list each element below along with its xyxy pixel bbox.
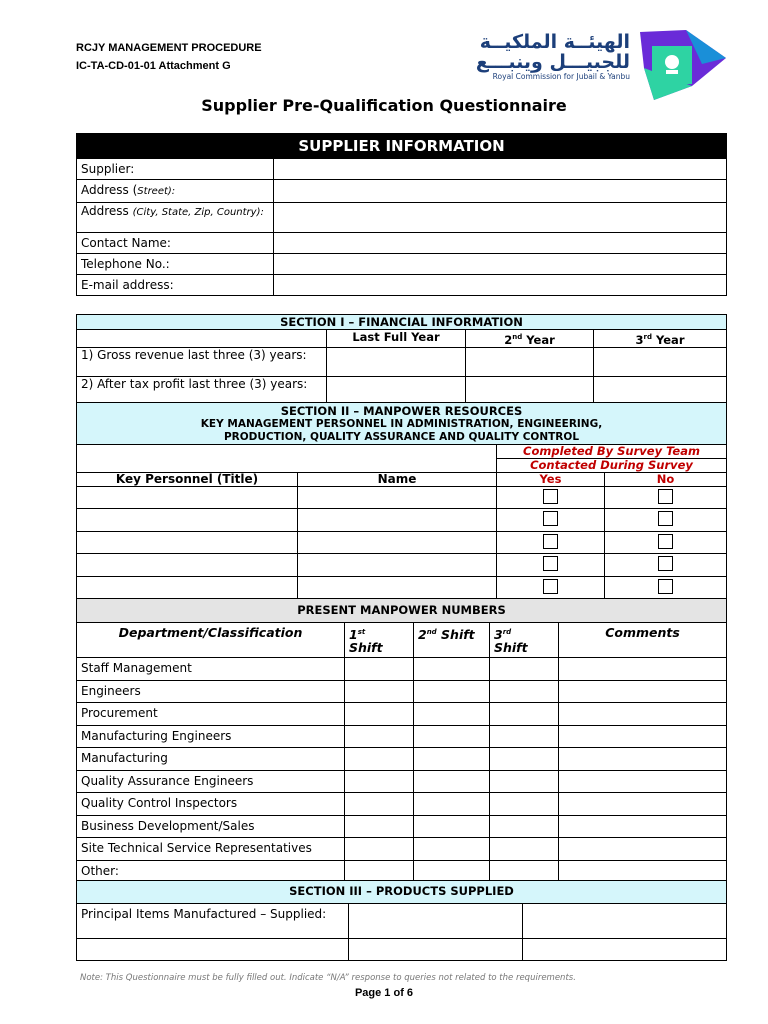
no-checkbox[interactable] (658, 511, 673, 526)
comments-field[interactable] (559, 793, 727, 816)
first-shift-field[interactable] (345, 680, 414, 703)
gross-revenue-last-year[interactable] (327, 347, 466, 376)
key-personnel-title-field[interactable] (77, 577, 298, 599)
key-personnel-name-field[interactable] (298, 509, 497, 532)
financial-header-blank (77, 330, 327, 348)
col-yes: Yes (497, 473, 605, 487)
contact-name-label: Contact Name: (77, 233, 274, 254)
third-shift-field[interactable] (490, 815, 559, 838)
department-label: Manufacturing Engineers (77, 725, 345, 748)
first-shift-field[interactable] (345, 725, 414, 748)
page-number: Page 1 of 6 (354, 987, 414, 999)
table-row (77, 577, 727, 599)
present-manpower-heading: PRESENT MANPOWER NUMBERS (77, 599, 727, 623)
col-no: No (605, 473, 727, 487)
comments-field[interactable] (559, 770, 727, 793)
comments-field[interactable] (559, 838, 727, 861)
key-personnel-name-field[interactable] (298, 577, 497, 599)
comments-field[interactable] (559, 725, 727, 748)
col-third-shift: 3rd Shift (490, 623, 559, 658)
department-label: Procurement (77, 703, 345, 726)
third-shift-field[interactable] (490, 680, 559, 703)
second-shift-field[interactable] (414, 703, 490, 726)
comments-field[interactable] (559, 658, 727, 681)
col-second-year: 2nd Year (466, 330, 594, 348)
manpower-resources-table (76, 402, 727, 599)
key-personnel-name-field[interactable] (298, 554, 497, 577)
principal-items-field-2[interactable] (523, 904, 727, 939)
department-label: Quality Assurance Engineers (77, 770, 345, 793)
section3-heading: SECTION III – PRODUCTS SUPPLIED (77, 881, 727, 904)
col-key-personnel: Key Personnel (Title) (77, 473, 298, 487)
department-label: Site Technical Service Representatives (77, 838, 345, 861)
after-tax-profit-third-year[interactable] (594, 376, 727, 405)
after-tax-profit-second-year[interactable] (466, 376, 594, 405)
address-street-label: Address (Street): (77, 180, 274, 203)
second-shift-field[interactable] (414, 725, 490, 748)
completed-by-survey-team: Completed By Survey Team (497, 445, 727, 459)
logo-emblem-icon (640, 30, 726, 100)
comments-field[interactable] (559, 680, 727, 703)
table-row (77, 793, 727, 816)
first-shift-field[interactable] (345, 838, 414, 861)
key-personnel-name-field[interactable] (298, 487, 497, 509)
procedure-label: RCJY MANAGEMENT PROCEDURE (76, 42, 262, 54)
department-label: Staff Management (77, 658, 345, 681)
table-row (77, 815, 727, 838)
telephone-label: Telephone No.: (77, 254, 274, 275)
yes-checkbox[interactable] (543, 534, 558, 549)
principal-items-field-1[interactable] (349, 904, 523, 939)
yes-checkbox[interactable] (543, 579, 558, 594)
key-personnel-title-field[interactable] (77, 532, 298, 554)
third-shift-field[interactable] (490, 770, 559, 793)
second-shift-field[interactable] (414, 770, 490, 793)
survey-blank-cell (77, 445, 497, 473)
no-checkbox[interactable] (658, 489, 673, 504)
contacted-during-survey: Contacted During Survey (497, 459, 727, 473)
contact-name-field[interactable] (274, 233, 727, 254)
table-row (77, 554, 727, 577)
first-shift-field[interactable] (345, 658, 414, 681)
col-last-full-year: Last Full Year (327, 330, 466, 348)
first-shift-field[interactable] (345, 748, 414, 771)
document-id: IC-TA-CD-01-01 Attachment G (76, 60, 231, 72)
email-field[interactable] (274, 275, 727, 296)
key-personnel-name-field[interactable] (298, 532, 497, 554)
key-personnel-title-field[interactable] (77, 554, 298, 577)
second-shift-field[interactable] (414, 658, 490, 681)
present-manpower-table (76, 598, 727, 883)
principal-items-extra-3[interactable] (523, 939, 727, 961)
table-row (77, 487, 727, 509)
third-shift-field[interactable] (490, 748, 559, 771)
department-label: Manufacturing (77, 748, 345, 771)
logo-arabic-line2: للجبيـــل وينبـــع (475, 51, 630, 73)
yes-checkbox[interactable] (543, 556, 558, 571)
gross-revenue-label: 1) Gross revenue last three (3) years: (77, 347, 327, 376)
address-city-field[interactable] (274, 203, 727, 233)
email-label: E-mail address: (77, 275, 274, 296)
key-personnel-title-field[interactable] (77, 487, 298, 509)
supplier-field[interactable] (274, 159, 727, 180)
department-label: Engineers (77, 680, 345, 703)
section2-title: SECTION II – MANPOWER RESOURCES (280, 404, 523, 418)
key-personnel-title-field[interactable] (77, 509, 298, 532)
page-title: Supplier Pre-Qualification Questionnaire (201, 96, 567, 115)
col-comments: Comments (559, 623, 727, 658)
supplier-information-table (76, 133, 727, 296)
department-label: Quality Control Inspectors (77, 793, 345, 816)
principal-items-label: Principal Items Manufactured – Supplied: (77, 904, 349, 939)
yes-checkbox[interactable] (543, 511, 558, 526)
table-row (77, 658, 727, 681)
products-supplied-table (76, 880, 727, 961)
royal-commission-logo (440, 28, 730, 100)
table-row (77, 770, 727, 793)
third-shift-field[interactable] (490, 793, 559, 816)
comments-field[interactable] (559, 748, 727, 771)
after-tax-profit-label: 2) After tax profit last three (3) years: (77, 376, 327, 405)
col-name: Name (298, 473, 497, 487)
table-row (77, 838, 727, 861)
no-checkbox[interactable] (658, 579, 673, 594)
first-shift-field[interactable] (345, 815, 414, 838)
section2-subheading-line2: PRODUCTION, QUALITY ASSURANCE AND QUALITY CONTROL (223, 431, 580, 443)
department-label: Business Development/Sales (77, 815, 345, 838)
first-shift-field[interactable] (345, 793, 414, 816)
supplier-info-heading: SUPPLIER INFORMATION (77, 134, 727, 159)
gross-revenue-third-year[interactable] (594, 347, 727, 376)
second-shift-field[interactable] (414, 680, 490, 703)
principal-items-extra-1[interactable] (77, 939, 349, 961)
second-shift-field[interactable] (414, 793, 490, 816)
table-row (77, 532, 727, 554)
third-shift-field[interactable] (490, 838, 559, 861)
first-shift-field[interactable] (345, 770, 414, 793)
after-tax-profit-last-year[interactable] (327, 376, 466, 405)
first-shift-field[interactable] (345, 703, 414, 726)
second-shift-field[interactable] (414, 815, 490, 838)
third-shift-field[interactable] (490, 725, 559, 748)
section2-subheading-line1: KEY MANAGEMENT PERSONNEL IN ADMINISTRATION, ENGINEERING, (200, 418, 603, 430)
section1-heading: SECTION I – FINANCIAL INFORMATION (77, 315, 727, 330)
third-shift-field[interactable] (490, 658, 559, 681)
comments-field[interactable] (559, 815, 727, 838)
gross-revenue-second-year[interactable] (466, 347, 594, 376)
no-checkbox[interactable] (658, 534, 673, 549)
col-third-year: 3rd Year (594, 330, 727, 348)
second-shift-field[interactable] (414, 838, 490, 861)
section2-heading (77, 403, 727, 445)
address-city-label: Address (City, State, Zip, Country): (77, 203, 274, 233)
principal-items-extra-2[interactable] (349, 939, 523, 961)
table-row (77, 703, 727, 726)
col-department: Department/Classification (77, 623, 345, 658)
table-row (77, 509, 727, 532)
third-shift-field[interactable] (490, 703, 559, 726)
comments-field[interactable] (559, 703, 727, 726)
address-street-field[interactable] (274, 180, 727, 203)
table-row (77, 748, 727, 771)
supplier-label: Supplier: (77, 159, 274, 180)
table-row (77, 680, 727, 703)
department-label: Other: (77, 860, 345, 883)
col-first-shift: 1st Shift (345, 623, 414, 658)
no-checkbox[interactable] (658, 556, 673, 571)
financial-information-table (76, 314, 727, 406)
footer-note: Note: This Questionnaire must be fully filled out. Indicate “N/A” response to queries not related to the requirements. (80, 973, 576, 983)
second-shift-field[interactable] (414, 748, 490, 771)
yes-checkbox[interactable] (543, 489, 558, 504)
logo-english-name: Royal Commission for Jubail & Yanbu (492, 72, 630, 81)
telephone-field[interactable] (274, 254, 727, 275)
logo-arabic-line1: الهيئــة الملكيــة (479, 31, 630, 53)
table-row (77, 725, 727, 748)
col-second-shift: 2nd Shift (414, 623, 490, 658)
